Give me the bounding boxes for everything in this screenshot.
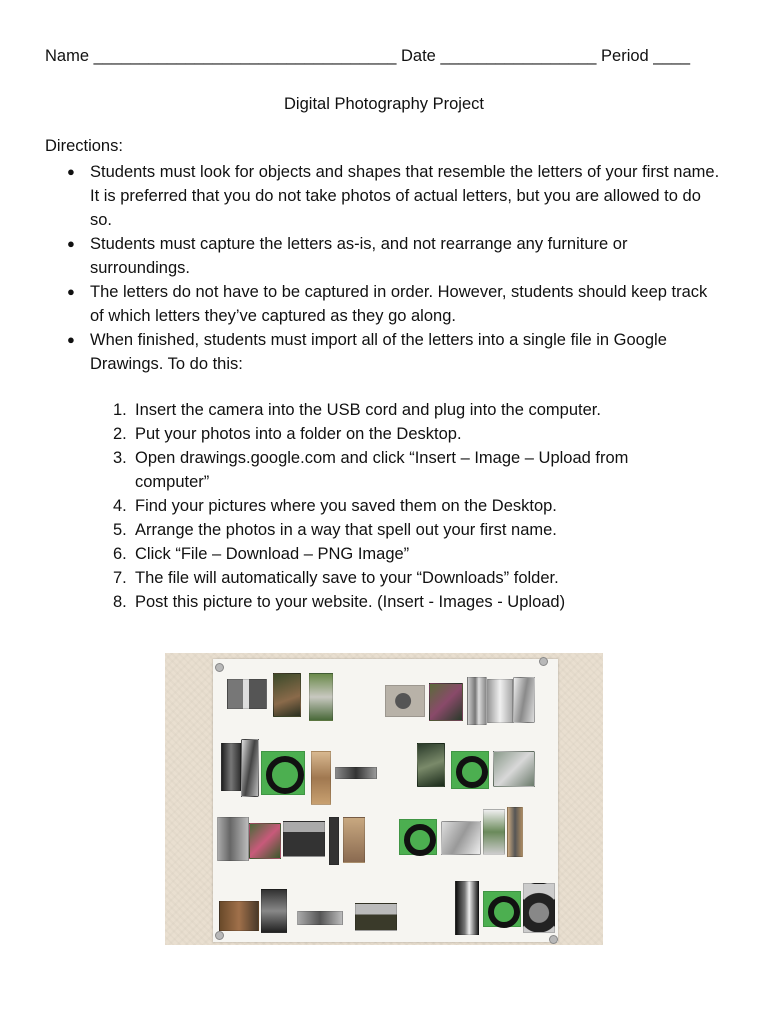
header-line: Name _________________________________ Date _________________ Period ____ (45, 47, 691, 65)
step-text: Click “File – Download – PNG Image” (135, 545, 410, 563)
step-number: 1. (113, 401, 127, 419)
letter-photo-tile (311, 751, 331, 805)
step-item (0, 398, 768, 422)
step-item (0, 566, 768, 590)
step-number: 6. (113, 545, 127, 563)
letter-photo-tile (273, 673, 301, 717)
steps-list (0, 398, 768, 614)
step-number: 5. (113, 521, 127, 539)
letter-photo-tile (261, 889, 287, 933)
list-item (0, 232, 768, 280)
step-text: Put your photos into a folder on the Desktop. (135, 425, 462, 443)
step-item (0, 446, 768, 494)
poster-board (213, 659, 558, 942)
letter-photo-tile (523, 883, 555, 933)
step-item (0, 494, 768, 518)
step-number: 2. (113, 425, 127, 443)
list-item (0, 160, 768, 232)
step-item (0, 590, 768, 614)
step-text: Find your pictures where you saved them on the Desktop. (135, 497, 557, 515)
letter-photo-tile (451, 751, 489, 789)
letter-photo-tile (241, 739, 259, 797)
list-item (0, 328, 768, 376)
letter-photo-tile (297, 911, 343, 925)
step-item (0, 422, 768, 446)
step-item (0, 542, 768, 566)
bullet-icon: ● (67, 284, 75, 299)
letter-photo-tile (441, 821, 481, 855)
bullet-icon: ● (67, 332, 75, 347)
letter-photo-tile (219, 901, 259, 931)
step-text: Arrange the photos in a way that spell out your first name. (135, 521, 557, 539)
ring-icon (266, 756, 304, 794)
letter-photo-tile (513, 677, 535, 723)
letter-photo-tile (467, 677, 487, 725)
letter-photo-tile (335, 767, 377, 779)
list-item-text: Students must look for objects and shapes that resemble the letters of your first name. It is preferred that you do not take photos of actual letters, but you are allowed to do so. (90, 163, 720, 229)
letter-collage-photo (165, 653, 603, 945)
list-item-text: When finished, students must import all of the letters into a single file in Google Drawings. To do this: (90, 331, 667, 373)
letter-photo-tile (455, 881, 479, 935)
letter-photo-tile (221, 743, 241, 791)
letter-photo-tile (283, 821, 325, 857)
step-number: 4. (113, 497, 127, 515)
letter-photo-tile (309, 673, 333, 721)
letter-photo-tile (429, 683, 463, 721)
letter-photo-tile (261, 751, 305, 795)
bullet-icon: ● (67, 164, 75, 179)
letter-photo-tile (355, 903, 397, 931)
letter-photo-tile (329, 817, 339, 865)
letter-photo-tile (217, 817, 249, 861)
letter-photo-tile (385, 685, 425, 717)
letter-photo-tile (417, 743, 445, 787)
step-text: The file will automatically save to your “Downloads” folder. (135, 569, 559, 587)
letter-photo-tile (249, 823, 281, 859)
step-number: 8. (113, 593, 127, 611)
step-item (0, 518, 768, 542)
bullet-icon: ● (67, 236, 75, 251)
ring-icon (456, 756, 488, 788)
letter-photo-tile (399, 819, 437, 855)
step-text: Insert the camera into the USB cord and plug into the computer. (135, 401, 601, 419)
pushpin-icon (215, 931, 224, 940)
letter-photo-tile (487, 679, 513, 723)
step-number: 7. (113, 569, 127, 587)
list-item (0, 280, 768, 328)
step-text: Post this picture to your website. (Insert - Images - Upload) (135, 593, 566, 611)
letter-photo-tile (507, 807, 523, 857)
letter-photo-tile (227, 679, 267, 709)
step-number: 3. (113, 449, 127, 467)
list-item-text: Students must capture the letters as-is, and not rearrange any furniture or surroundings. (90, 235, 628, 277)
list-item-text: The letters do not have to be captured in order. However, students should keep track of which letters they’ve captured as they go along. (90, 283, 708, 325)
pushpin-icon (215, 663, 224, 672)
step-text: Open drawings.google.com and click “Insert – Image – Upload from computer” (135, 449, 629, 491)
page-title: Digital Photography Project (284, 95, 484, 113)
pushpin-icon (549, 935, 558, 944)
letter-photo-tile (493, 751, 535, 787)
ring-icon (488, 896, 520, 928)
directions-label: Directions: (45, 137, 123, 155)
directions-list (0, 160, 768, 376)
letter-photo-tile (343, 817, 365, 863)
letter-photo-tile (483, 891, 521, 927)
ring-icon (404, 824, 436, 856)
letter-photo-tile (483, 809, 505, 855)
pushpin-icon (539, 657, 548, 666)
